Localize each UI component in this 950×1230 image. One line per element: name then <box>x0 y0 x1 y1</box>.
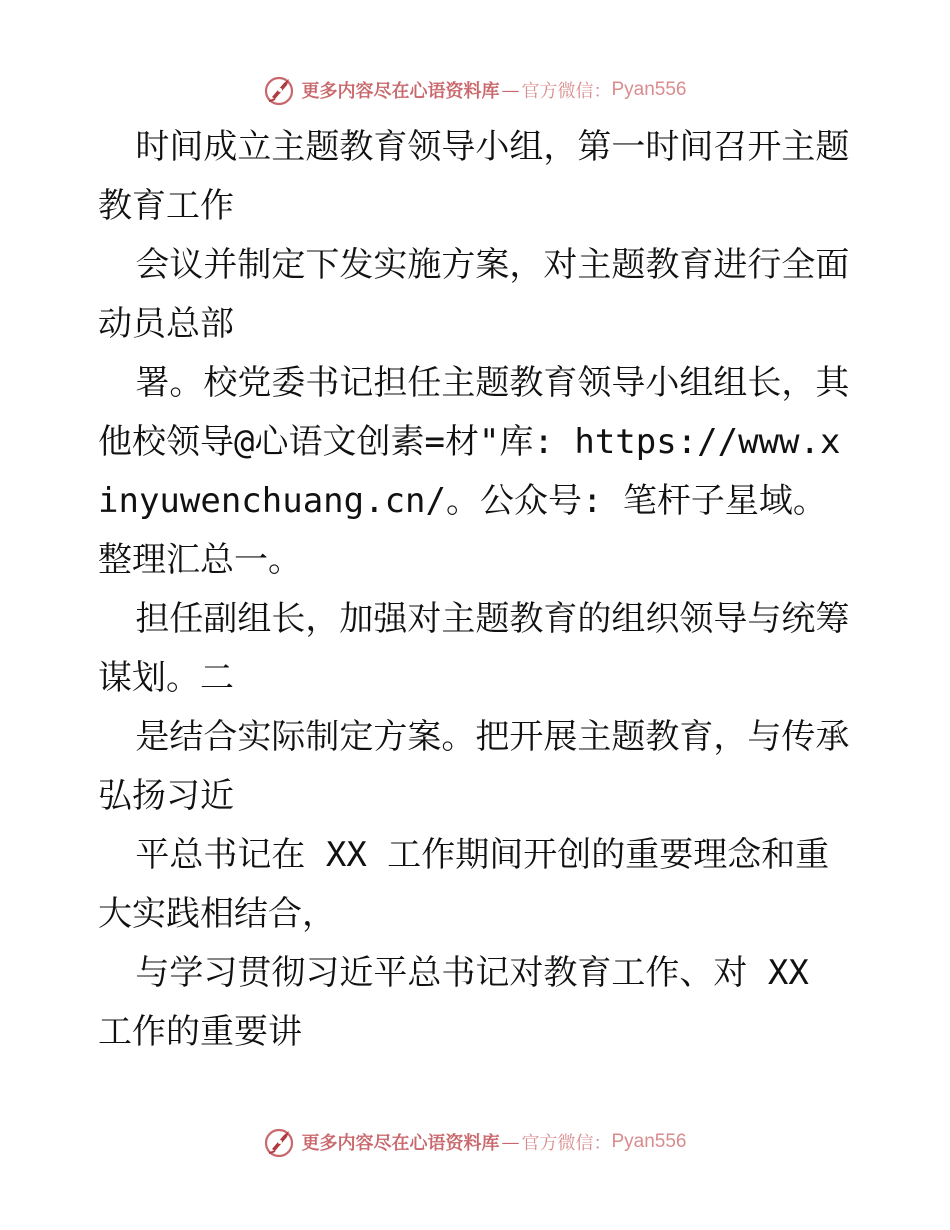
footer-wechat-id: Pyan556 <box>611 1131 687 1152</box>
header-wechat-label: 官方微信： <box>521 81 612 102</box>
footer-separator: — <box>501 1131 520 1153</box>
paragraph: 是结合实际制定方案。把开展主题教育，与传承弘扬习近 <box>98 717 850 816</box>
paragraph: 署。校党委书记担任主题教育领导小组组长，其他校领导@心语文创素=材"库: https://www.xinyuwenchuang.cn/。公众号: 笔杆子星域。整理汇总一。 <box>98 363 850 580</box>
header-wechat-id: Pyan556 <box>611 79 687 100</box>
paragraph: 会议并制定下发实施方案，对主题教育进行全面动员总部 <box>98 245 850 344</box>
pen-nib-circle-icon <box>263 73 297 107</box>
footer-watermark <box>0 1122 950 1162</box>
footer-brand: 更多内容尽在心语资料库 <box>301 1133 500 1154</box>
paragraph: 时间成立主题教育领导小组，第一时间召开主题教育工作 <box>98 127 850 226</box>
footer-wechat-label: 官方微信： <box>521 1133 612 1154</box>
paragraph: 与学习贯彻习近平总书记对教育工作、对 XX 工作的重要讲 <box>98 953 809 1052</box>
paragraph: 担任副组长，加强对主题教育的组织领导与统筹谋划。二 <box>98 599 850 698</box>
pen-nib-circle-icon <box>263 1125 297 1159</box>
header-watermark <box>0 70 950 110</box>
paragraph: 平总书记在 XX 工作期间开创的重要理念和重大实践相结合， <box>98 835 830 934</box>
header-separator: — <box>501 79 520 101</box>
header-brand: 更多内容尽在心语资料库 <box>301 81 500 102</box>
document-body <box>98 118 858 1062</box>
